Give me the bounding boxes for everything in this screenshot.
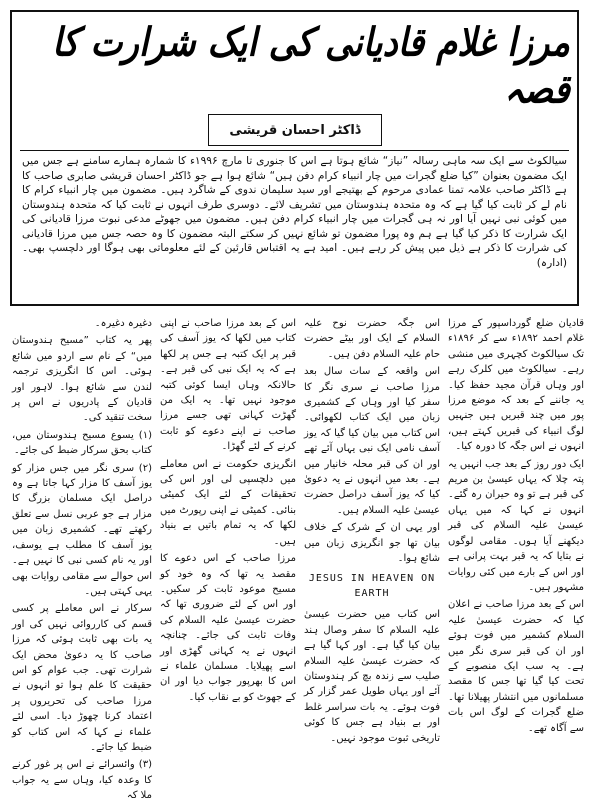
author-byline xyxy=(208,114,382,146)
article-body xyxy=(8,316,584,802)
article-title-text: مرزا غلام قادیانی کی ایک شرارت کا قصہ xyxy=(52,19,570,113)
divider-rule xyxy=(20,150,569,151)
book-title-english: JESUS IN HEAVEN ON EARTH xyxy=(308,572,436,599)
paragraph: اس کے بعد مرزا صاحب نے اعلان کیا کہ حضرت عیسیٰ علیہ السلام کشمیر میں فوت ہوئے اور ان کی قبر سری نگر میں ہے۔ یہ سب ایک منصوبے کے تحت کیا گیا تھا جس کا مقصد مسلمانوں میں انتشار پھیلانا تھا۔ ضلع گجرات کے لوگ اس بات سے آگاہ تھے۔ xyxy=(448,599,584,734)
paragraph: اس کتاب میں حضرت عیسیٰ علیہ السلام کا سفر وصال ہند بیان کیا گیا ہے۔ اور کہا گیا ہے کہ حضرت عیسیٰ علیہ السلام صلیب سے زندہ بچ کر ہندوستان آئے اور یہاں طویل عمر گزار کر فوت ہوئے۔ یہ بات سراسر غلط اور بے بنیاد ہے جس کا کوئی تاریخی ثبوت موجود نہیں۔ xyxy=(304,609,440,744)
intro-paragraph: سیالکوٹ سے ایک سہ ماہی رسالہ ”نیاز“ شائع ہوتا ہے اس کا جنوری تا مارچ ۱۹۹۶ء کا شمارہ ہمارے سامنے ہے جس میں ایک مضمون بعنوان ”کیا ضلع گجرات میں چار انبیاء کرام دفن ہیں“ شائع ہوا ہے جو ڈاکٹر احسان قریشی صابری صاحب کا ہے ڈاکٹر صاحب علامہ تمنا عمادی مرحوم کے بھتیجے اور سید سلیمان ندوی کے شاگرد ہیں۔ مضمون میں چار انبیاء کرام کا نام لے کر ثابت کیا گیا ہے کہ وہ متحدہ ہندوستان میں تشریف لائے۔ دوسری طرف انہوں نے ثابت کیا کہ متحدہ ہندوستان میں کوئی نبی نہیں آیا اور نہ ہی گجرات میں چار انبیاء کرام دفن ہیں۔ مضمون میں جھوٹے مدعی نبوت مرزا قادیانی کی ایک شرارت کا ذکر کیا گیا ہے ہم وہ پورا مضمون تو شائع نہیں کر سکتے البتہ مضمون کا وہ حصہ جس میں مرزا قادیانی کی شرارت کا ذکر ہے ذیل میں پیش کر رہے ہیں۔ امید ہے یہ اقتباس قارئین کے لئے معلوماتی بھی ہوگا اور دلچسپ بھی۔ (ادارہ) xyxy=(22,155,567,269)
column-2 xyxy=(304,316,440,794)
editorial-intro xyxy=(22,154,567,300)
column-4 xyxy=(12,316,152,802)
paragraph: اس جگہ حضرت نوح علیہ السلام کے ایک اور بیٹے حضرت حام علیہ السلام دفن ہیں۔ xyxy=(304,318,440,360)
column-3 xyxy=(160,316,296,794)
paragraph: پھر یہ کتاب ”مسیح ہندوستان میں“ کے نام سے اردو میں شائع ہوئی۔ اس کا انگریزی ترجمہ لندن سے شائع ہوا۔ لاہور اور قادیان کے پادریوں نے اس پر سخت تنقید کی۔ xyxy=(12,335,152,424)
paragraph: انگریزی حکومت نے اس معاملے میں دلچسپی لی اور اس کی تحقیقات کے لئے ایک کمیٹی بنائی۔ کمیٹی نے اپنی رپورٹ میں لکھا کہ یہ تمام باتیں بے بنیاد ہیں۔ xyxy=(160,458,296,547)
paragraph: اس کے بعد مرزا صاحب نے اپنی کتاب میں لکھا کہ یوز آسف کی قبر پر ایک کتبہ ہے جس پر لکھا ہے کہ یہ ایک نبی کی قبر ہے۔ حالانکہ وہاں ایسا کوئی کتبہ موجود نہیں تھا۔ یہ ایک من گھڑت کہانی تھی جسے مرزا صاحب نے اپنے دعوے کو ثابت کرنے کے لئے گھڑا۔ xyxy=(160,318,296,453)
paragraph: (۱) یسوع مسیح ہندوستان میں، کتاب بحق سرکار ضبط کی جائے۔ xyxy=(12,429,152,457)
paragraph: ایک دور روز کے بعد جب انہیں یہ پتہ چلا کہ یہاں عیسیٰ بن مریم کی قبر ہے تو وہ حیران رہ گئے۔ انہوں نے کہا کہ میں یہاں عیسیٰ علیہ السلام کی قبر دیکھنے آیا ہوں۔ مقامی لوگوں نے بتایا کہ یہ قبر بہت پرانی ہے اور اس کے بارے میں کئی روایات مشہور ہیں۔ xyxy=(448,458,584,593)
column-1 xyxy=(448,316,584,794)
paragraph: اور یہی ان کے شرک کے خلاف بیان تھا جو انگریزی زبان میں شائع ہوا۔ xyxy=(304,522,440,565)
paragraph: دغیرہ دغیرہ۔ xyxy=(94,318,152,329)
article-title xyxy=(18,18,570,114)
paragraph: اس واقعہ کے سات سال بعد مرزا صاحب نے سری نگر کا سفر کیا اور وہاں کے کشمیری زبان میں ایک کتاب لکھوائی۔ اس کتاب میں بیان کیا گیا کہ یوز آسف نامی ایک نبی یہاں آئے تھے اور ان کی قبر محلہ خانیار میں ہے۔ بعد میں انہوں نے یہ دعویٰ کیا کہ یوز آسف دراصل حضرت عیسیٰ علیہ السلام ہیں۔ xyxy=(304,366,440,516)
paragraph: مرزا صاحب کے اس دعوے کا مقصد یہ تھا کہ وہ خود کو مسیح موعود ثابت کر سکیں۔ اور اس کے لئے ضروری تھا کہ حضرت عیسیٰ علیہ السلام کی وفات ثابت کی جائے۔ چنانچہ انہوں نے یہ کہانی گھڑی اور اسے پھیلایا۔ مسلمان علماء نے اس کا بھرپور جواب دیا اور ان کے جھوٹ کو بے نقاب کیا۔ xyxy=(160,553,296,703)
paragraph: قادیان ضلع گورداسپور کے مرزا غلام احمد ۱۸۹۲ء سے کر ۱۸۹۶ء تک سیالکوٹ کچہری میں منشی رہے۔ سیالکوٹ میں کلرک رہے اور وہاں قرآن مجید حفظ کیا۔ یہ جاننے کے بعد کہ موضع مرزا پور میں چند قبریں ہیں جنہیں لوگ انبیاء کی قبریں کہتے ہیں، انہوں نے اس جگہ کا دورہ کیا۔ xyxy=(448,318,584,453)
paragraph: (۳) وائسرائے نے اس پر غور کرنے کا وعدہ کیا، وہاں سے یہ جواب ملا کہ xyxy=(12,759,152,802)
paragraph: سرکار نے اس معاملے پر کسی قسم کی کارروائی نہیں کی اور یہ بات بھی ثابت ہوئی کہ مرزا صاحب کا یہ دعویٰ محض ایک شرارت تھی۔ جب عوام کو اس حقیقت کا علم ہوا تو انہوں نے مرزا صاحب کی تحریروں پر اعتماد کرنا چھوڑ دیا۔ اسی لئے علماء نے کہا کہ اس کتاب کو ضبط کیا جائے۔ xyxy=(12,603,152,753)
author-name: ڈاکٹر احسان قریشی xyxy=(229,122,361,138)
paragraph: (۲) سری نگر میں جس مزار کو یوز آسف کا مزار کہا جاتا ہے وہ دراصل ایک مسلمان بزرگ کا مزار ہے جو عربی نسل سے تعلق رکھتے تھے۔ کشمیری زبان میں یوز آسف کا مطلب ہے یوسف، اور یہ نام کسی نبی کا نہیں ہے۔ اس حوالے سے مقامی روایات بھی یہی کہتی ہیں۔ xyxy=(12,462,152,597)
